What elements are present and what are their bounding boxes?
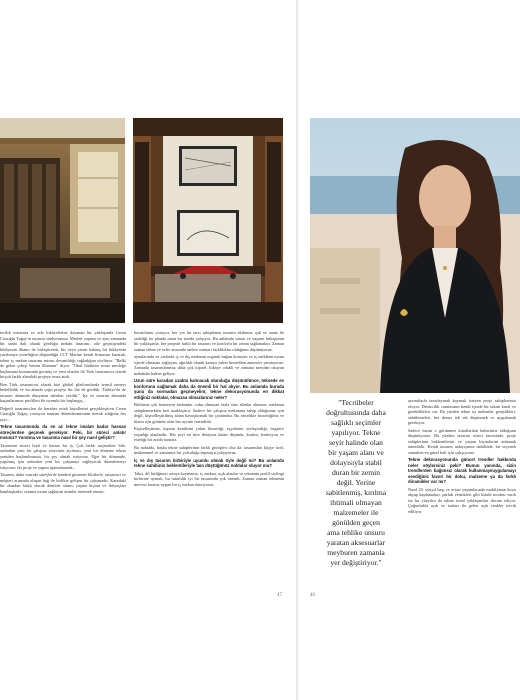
page-gutter	[296, 0, 302, 700]
mid-question-heading-2: İç ve dış tasarım birbiriyle uyumlu olmalı öyle değil mi? Bu anlamda tekne sahibinin beklentileriyle tam düştüğünüz noktalar oluyor mu?	[134, 457, 284, 468]
quote-line: dolayısıyla stabil	[330, 458, 382, 467]
quote-line: değil. Yerine	[336, 478, 376, 487]
quote-line: malzemeler ile	[333, 508, 379, 517]
mid-paragraph: bacımlarını yoruyor, her yer bu tarzı sahiplenen tasarım ekibinin, ışık ve sanat ile sadeliği ön planda tutan bir tarzda çalışıyor. Bu anlamda sanatı ve yaşamı buluşturan bir yaklaşımla, her projede farklı bir tasarım ve konforlu bir ortam sağlamaktır. Zaman zaman tekne ve evler arasında sadece mimari farklılıklar olduğunu düşünüyoruz.	[134, 330, 284, 352]
page-number-left: 47	[277, 593, 282, 598]
left-text-column	[0, 330, 126, 590]
quote-line: seyir halinde olan	[329, 438, 383, 447]
left-question-heading: Tekne tasarımında da en az tekne imalatı kadar hassas süreçlerden geçmek gerekiyor. Peki, bir süreci anlatır mısınız? Yaratma ve tasarıma nasıl bir şey nasıl geliştir?	[0, 424, 126, 440]
middle-text-column	[134, 330, 284, 592]
quote-line: ama tehlike unsuru	[327, 528, 385, 537]
quote-line: yaratan aksesuarlar	[326, 538, 386, 547]
mid-paragraph: aynalarında ve yatlarda iç ve dış mekanın organik bağını koruyan ve iç mekânın uyum içinde olmasını sağlayan, ağırlıklı olarak karaya yakın hissedilen atmosfer yaratıyoruz. Zamanla tasarımlarımız daha çok kişisel, hikâye odaklı ve zamana meydan okuyan mekânlar haline geliyor.	[134, 354, 284, 376]
left-paragraph: tecilik mirasına ve aile hikâyelerine dayanan bir yaklaşımla Ceren Ciraoğlu Tuğay'ın tasarım stüdyosunun. Meslek yaşamı ve aynı zamanda bir sanat dalı olarak gördüğü mekân tasarımı, aile geçmişindeki hikâyenin ilhamı ile birleştirerek, bir veya yarım kalmış bir hikâyenin yazılmaya yöneltiğini düşündüğü CCT Marine kendi firmasını kurarak, tekne iç mekan tasarımı mirası devamlılığı sağladığını söylüyor. "Belki de gelen çekişi benim ilhamım" diyor. "Okul bittikten sonra mesleğe başlarsana konusunda görmüş ve yeni olanlar ile Türk tasarımcısı olarak birçok farklı alandaki projeye imza attık.	[0, 330, 126, 379]
left-paragraph: Tasarımın süreci hızlı ve hassas bir iş. Çok farklı seçenekler bile, ardından yeni bir çalışma sürecinin açılması, yeni bir döneme tekrar yeniden başlanılmasını, bir şey olmak istiyoruz. Eğer bir dönemde, yapılmış işin ardından yeni bir çalışmayı sağlayacak düzenlemeyi istiyoruz; iki proje ve yapım aşamalarında...	[0, 442, 126, 470]
quote-line: sağlıklı seçimler	[331, 418, 381, 427]
portrait-photo	[310, 118, 520, 393]
quote-line: doğrultusunda daha	[326, 408, 386, 417]
right-paragraph: ayrıntılarla tasarlayarak kaymak isteyen proje sahiplerimiz oluyor. Denizcilik camiasının kendi içinde bir takım kural ve gereklilikleri var. Bu yüzden tekne içi mekanlar genişlikleri, sabitlemeleri, her detayı tek tek düşünmek ve uygulamak gerekiyor.	[408, 398, 516, 425]
quote-line: meyburen zamanla	[327, 548, 385, 557]
quote-line: "Tecrübeler	[338, 398, 374, 407]
mid-paragraph: Tabii, dil birliğinizi ortaya koymanız; iç mekan, açık alanlar ve teknenin profil stylingi birbirine uymalı, bu tutarlılık iyi bir tasarımda çok önemli. Zaman zaman teknenin mevcut tarzına uygun bir iç mekan öneriyoruz.	[134, 470, 284, 487]
quote-line: yapılıyor. Tekne	[331, 428, 381, 437]
mid-paragraph: Birbirine çok benzeyen mekanlar, ruhu olmayan fazla süre alanlar olmasın; mekanın sahiplenmekten bizi uzaklaştırır. Sadece bir çalışma mekanına sahip olduğunuz için değil, kişiselleştirilmiş alana kavuşturmak bir çözümdür. Bu öncelikle hissettiğiniz ve bizim için görünür olan her ayrıntı önemlidir.	[134, 402, 284, 424]
quote-line: sabitlenmiş, kırılma	[325, 488, 387, 497]
mid-question-heading: Uzun süre karadan uzakta kalınacak olunduğu düşünülünce, teknede ev konforunu sağlamak daha da önemli bir hal alıyor. Bu anlamda burada şunu da sormadan geçmeyelim; tekne dekorasyonunda en dikkat ettiğiniz noktalar, olmazsa olmazlarınız neler?	[134, 378, 284, 400]
quote-line: gönülden geçen	[332, 518, 380, 527]
quote-line: ihtimali olmayan	[330, 498, 382, 507]
right-text-column	[408, 398, 516, 598]
right-question-heading: Tekne dekorasyonunda güncel trendler hakkında neler söylersiniz peki? Bunun yanında, sizin trendlerden bağımsız olarak kullanmayı/uygulamayı sevdiğiniz favori bir doku, malzeme ya da farklı dinamikler var mı?	[408, 457, 516, 484]
pull-quote	[310, 398, 402, 568]
right-paragraph: Nasıl 20. yüzyıl başı ve ortası yaşamlarında mobilyanın koyu ahşap kaplamaları, parlak vernikleri gibi klasik modası vardı ise bu yüzyılın da tabiat trend yaklaşımları devam ediyor. Çoğunlukla açık ve tonları ile gelen açık renkler tercih ediliyor.	[408, 486, 516, 514]
mid-paragraph: Bu noktada, başka tekne sahiplerinin farklı görüşleri olsa da; tasarımları kişiye özel, mükemmel ve zamansız bir yolculuğa taşımaya çalışıyoruz.	[134, 444, 284, 455]
quote-line: bir yaşam alanı ve	[328, 448, 384, 457]
page-number-right: 46	[310, 593, 315, 598]
mid-paragraph: Kişiselleştirme, kişinin kendisini yakın hissettiği, eşyalarını yerleştirdiği, özgürce yaşadığı alanlardır. Her şeyi en ince detayına kadar düşünür, konfor, fonksiyon ve estetiği bir arada sunarız.	[134, 426, 284, 442]
left-paragraph: Tasarım, daha sonraki süreçlerde kendini gösteren fikirlerle, tasarımcı ve müşteri arasında oluşan bağ ile birlikte gelişen bir çalışmadır. Karadaki bir alandan farklı olarak denizde ortam, yaşam biçimi ve ihtiyaçları bambaşkadır; ortama uyum sağlayan ürünler üretmek esastır.	[0, 472, 126, 494]
yacht-interior-photo	[0, 118, 125, 323]
right-paragraph: Sadece bizim o görünmez kurallardan haberimiz olduğunu düşünüyoruz. Bu yüzden tasarım süreci öncesinde, proje sahiplerinin beklentilerini ve yaşam biçimlerini anlamak önemlidir. Kendi tasarım anlayışımız dahilinde, bir seçenek sunarken en güzel hali için çalışıyoruz.	[408, 427, 516, 455]
quote-line: yer değiştiriyor."	[330, 558, 382, 567]
left-paragraph: Değerli tasarımcıları ile beraber ortak hayallerini gerçekleştiren Ceren Ciraoğlu Tuğay, rotasyon tasarım düzenlenmesinin merak ettiğiniz her şeyi...	[0, 405, 126, 422]
left-paragraph: Ben Türk tasarımcısı olarak bizi global platformlarda temsil etmeyi hedefledik ve bu alanda çoğu projeyi bir biz de gördük. Türkiye'de de tasarım alanında dünyanın tabuları yıkıldı." İşe ve tasarım alanında başarılarımızı profilleri ile uyumlu bir başlangıç...	[0, 381, 126, 403]
quote-line: duran bir zemin	[331, 468, 381, 477]
artwork-interior-photo	[133, 118, 283, 323]
